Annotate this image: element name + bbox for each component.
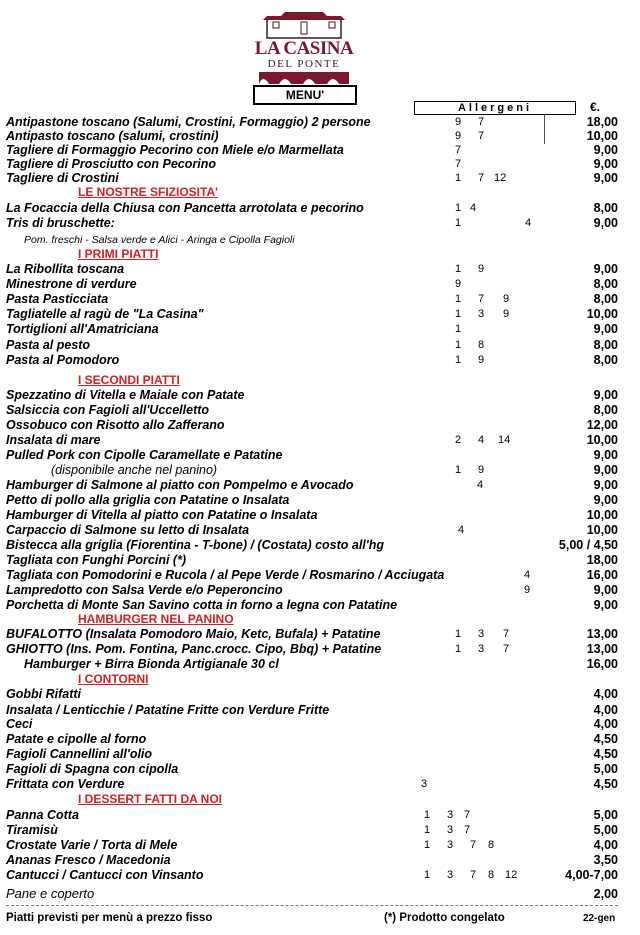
allergen-code: 9 [455, 130, 462, 142]
menu-item-name: Panna Cotta [6, 808, 79, 822]
allergen-code: 9 [478, 263, 485, 275]
menu-item-price: 10,00 [586, 129, 618, 143]
menu-item-price: 9,00 [593, 157, 618, 171]
allergen-code: 9 [478, 354, 485, 366]
allergen-code: 1 [455, 354, 462, 366]
menu-item-name: Pasta al Pomodoro [6, 353, 120, 367]
menu-item-price: 4,50 [593, 732, 618, 746]
menu-item-price: 4,00 [593, 838, 618, 852]
menu-item [6, 433, 618, 447]
menu-item-name: Pasta Pasticciata [6, 292, 109, 306]
restaurant-logo [251, 8, 357, 84]
allergen-code: 4 [525, 217, 532, 229]
menu-item-name: La Ribollita toscana [6, 262, 125, 276]
menu-item-name: Ossobuco con Risotto allo Zafferano [6, 418, 225, 432]
menu-item [6, 493, 618, 507]
menu-item-name: Bistecca alla griglia (Fiorentina - T-bone) / (Costata) costo all'hg [6, 538, 385, 552]
menu-item-price: 4,00 [593, 717, 618, 731]
menu-item-price: 9,00 [593, 463, 618, 477]
logo-subtitle: DEL PONTE [267, 58, 341, 70]
menu-item-price: 9,00 [593, 388, 618, 402]
menu-item-price: 5,00 [593, 808, 618, 822]
allergen-code: 7 [478, 293, 485, 305]
menu-item [6, 538, 618, 552]
menu-item-name: (disponibile anche nel panino) [51, 463, 218, 477]
section-heading: I PRIMI PIATTI [78, 247, 159, 261]
menu-item [6, 508, 618, 522]
allergen-code: 4 [478, 434, 485, 446]
menu-item-price: 8,00 [593, 292, 618, 306]
allergen-code: 7 [464, 809, 471, 821]
menu-item-name: Ananas Fresco / Macedonia [6, 853, 171, 867]
menu-item-price: 18,00 [586, 115, 618, 129]
cover-charge-label: Pane e coperto [6, 886, 95, 901]
allergen-code: 4 [524, 569, 531, 581]
section-heading: HAMBURGER NEL PANINO [78, 612, 234, 626]
section-heading: I DESSERT FATTI DA NOI [78, 792, 223, 806]
menu-item-price: 9,00 [593, 478, 618, 492]
allergen-code: 1 [455, 308, 462, 320]
menu-item-price: 8,00 [593, 403, 618, 417]
menu-item [6, 762, 618, 776]
allergen-code: 8 [478, 339, 485, 351]
menu-item-name: La Focaccia della Chiusa con Pancetta arrotolata e pecorino [6, 201, 364, 215]
menu-item-name: Tagliata con Pomodorini e Rucola / al Pepe Verde / Rosmarino / Acciugata [6, 568, 445, 582]
menu-item-price: 9,00 [593, 583, 618, 597]
menu-item-price: 9,00 [593, 262, 618, 276]
allergen-code: 7 [455, 158, 462, 170]
menu-item [6, 598, 618, 612]
menu-item [6, 216, 618, 230]
allergen-code: 4 [470, 202, 477, 214]
menu-item [6, 732, 618, 746]
menu-item-name: Fagioli Cannellini all'olio [6, 747, 153, 761]
menu-item [6, 853, 618, 867]
menu-item-name: Tagliere di Prosciutto con Pecorino [6, 157, 216, 171]
allergen-code: 9 [503, 293, 510, 305]
menu-item-name: Patate e cipolle al forno [6, 732, 147, 746]
allergen-code: 3 [447, 869, 454, 881]
menu-item-price: 8,00 [593, 201, 618, 215]
menu-item-price: 16,00 [586, 568, 618, 582]
menu-item-price: 4,00 [593, 687, 618, 701]
menu-item [6, 868, 618, 882]
menu-item-price: 9,00 [593, 216, 618, 230]
menu-item [6, 687, 618, 701]
menu-item-name: Salsiccia con Fagioli all'Uccelletto [6, 403, 210, 417]
allergen-code: 2 [455, 434, 462, 446]
allergen-code: 14 [498, 434, 511, 446]
allergen-code: 3 [447, 824, 454, 836]
menu-item-name: Fagioli di Spagna con cipolla [6, 762, 179, 776]
menu-item [6, 418, 618, 432]
logo-title: LA CASINA [254, 38, 354, 59]
menu-item-name: Antipastone toscano (Salumi, Crostini, Formaggio) 2 persone [6, 115, 371, 129]
menu-item-name: Porchetta di Monte San Savino cotta in forno a legna con Patatine [6, 598, 398, 612]
menu-item [6, 233, 618, 247]
allergen-code: 7 [470, 869, 477, 881]
allergen-code: 1 [455, 643, 462, 655]
menu-item [6, 703, 618, 717]
allergen-code: 7 [503, 643, 510, 655]
menu-item [6, 642, 618, 656]
menu-item [6, 157, 618, 171]
menu-item-name: Pulled Pork con Cipolle Caramellate e Patatine [6, 448, 283, 462]
menu-item-price: 8,00 [593, 353, 618, 367]
menu-item [6, 583, 618, 597]
cover-charge-row [6, 887, 618, 901]
menu-item [6, 448, 618, 462]
allergen-code: 7 [478, 130, 485, 142]
footer-frozen-note: (*) Prodotto congelato [384, 912, 505, 924]
menu-item-price: 4,50 [593, 747, 618, 761]
menu-item [6, 478, 618, 492]
allergen-code: 1 [455, 323, 462, 335]
section-heading: I SECONDI PIATTI [78, 373, 180, 387]
menu-item-price: 16,00 [586, 657, 618, 671]
menu-item-price: 9,00 [593, 448, 618, 462]
menu-item [6, 838, 618, 852]
menu-item-price: 4,00 [593, 703, 618, 717]
allergen-code: 1 [455, 172, 462, 184]
menu-item [6, 322, 618, 336]
menu-item-name: Minestrone di verdure [6, 277, 137, 291]
menu-item [6, 403, 618, 417]
menu-item-price: 4,50 [593, 777, 618, 791]
currency-header: €. [590, 100, 601, 114]
section-heading: I CONTORNI [78, 672, 149, 686]
menu-item-price: 9,00 [593, 493, 618, 507]
menu-item-name: Lampredotto con Salsa Verde e/o Peperoncino [6, 583, 283, 597]
menu-item-name: Tagliere di Formaggio Pecorino con Miele e/o Marmellata [6, 143, 344, 157]
menu-item [6, 523, 618, 537]
menu-item-name: Tortiglioni all'Amatriciana [6, 322, 159, 336]
menu-item [6, 553, 618, 567]
menu-item-name: Hamburger + Birra Bionda Artigianale 30 cl [24, 657, 279, 671]
menu-item-name: Pasta al pesto [6, 338, 91, 352]
menu-item-price: 10,00 [586, 523, 618, 537]
menu-item [6, 277, 618, 291]
menu-item [6, 747, 618, 761]
menu-item-price: 10,00 [586, 508, 618, 522]
allergen-code: 7 [478, 172, 485, 184]
allergen-code: 8 [488, 839, 495, 851]
menu-item-price: 5,00 [593, 762, 618, 776]
menu-item-price: 13,00 [586, 627, 618, 641]
menu-item-name: Cantucci / Cantucci con Vinsanto [6, 868, 204, 882]
allergen-code: 9 [478, 464, 485, 476]
allergen-code: 3 [478, 308, 485, 320]
menu-item [6, 292, 618, 306]
menu-item [6, 353, 618, 367]
menu-item [6, 777, 618, 791]
menu-item-price: 5,00 [593, 823, 618, 837]
menu-item [6, 657, 618, 671]
menu-item-name: GHIOTTO (Ins. Pom. Fontina, Panc.crocc. Cipo, Bbq) + Patatine [6, 642, 382, 656]
menu-item-price: 9,00 [593, 598, 618, 612]
allergens-header: Allergeni [414, 101, 576, 115]
allergen-code: 1 [455, 263, 462, 275]
allergen-code: 1 [424, 839, 431, 851]
allergen-code: 9 [455, 116, 462, 128]
allergen-code: 9 [503, 308, 510, 320]
allergen-code: 7 [503, 628, 510, 640]
menu-item [6, 568, 618, 582]
menu-item [6, 171, 618, 185]
menu-item-price: 4,00-7,00 [565, 868, 618, 882]
menu-item-price: 13,00 [586, 642, 618, 656]
allergen-code: 1 [424, 824, 431, 836]
menu-item-name: Spezzatino di Vitella e Maiale con Patate [6, 388, 245, 402]
menu-item-name: Petto di pollo alla griglia con Patatine o Insalata [6, 493, 290, 507]
allergen-code: 3 [478, 628, 485, 640]
menu-item-name: Insalata di mare [6, 433, 101, 447]
allergen-code: 12 [494, 172, 507, 184]
allergen-code: 9 [524, 584, 531, 596]
allergen-code: 4 [458, 524, 465, 536]
allergen-code: 3 [447, 839, 454, 851]
allergen-code: 1 [455, 339, 462, 351]
menu-item [6, 388, 618, 402]
allergen-code: 3 [478, 643, 485, 655]
footer-divider [6, 905, 618, 906]
footer-fixed-price-note: Piatti previsti per menù a prezzo fisso [6, 912, 213, 924]
allergen-code: 7 [464, 824, 471, 836]
menu-item [6, 463, 618, 477]
menu-item-name: Hamburger di Vitella al piatto con Patatine o Insalata [6, 508, 318, 522]
menu-item-name: Gobbi Rifatti [6, 687, 81, 701]
menu-item-price: 3,50 [593, 853, 618, 867]
cover-charge-price: 2,00 [593, 887, 618, 901]
menu-item [6, 338, 618, 352]
menu-item-name: Tagliata con Funghi Porcini (*) [6, 553, 187, 567]
menu-item-price: 5,00 / 4,50 [558, 538, 618, 552]
menu-item [6, 823, 618, 837]
menu-item-price: 10,00 [586, 433, 618, 447]
allergen-code: 4 [477, 479, 484, 491]
menu-item-price: 9,00 [593, 171, 618, 185]
footer-date: 22-gen [583, 913, 616, 924]
menu-item [6, 129, 618, 143]
allergen-code: 1 [455, 202, 462, 214]
menu-item-name: Pom. freschi - Salsa verde e Alici - Aringa e Cipolla Fagioli [24, 234, 295, 246]
menu-item-name: Carpaccio di Salmone su letto di Insalata [6, 523, 250, 537]
menu-item [6, 143, 618, 157]
allergen-code: 1 [455, 217, 462, 229]
allergen-code: 7 [478, 116, 485, 128]
menu-item-name: Frittata con Verdure [6, 777, 125, 791]
menu-item-name: Ceci [6, 717, 33, 731]
menu-item-name: BUFALOTTO (Insalata Pomodoro Maio, Ketc, Bufala) + Patatine [6, 627, 381, 641]
menu-item-price: 18,00 [586, 553, 618, 567]
allergen-code: 7 [470, 839, 477, 851]
menu-item [6, 201, 618, 215]
menu-item [6, 627, 618, 641]
menu-item [6, 262, 618, 276]
allergen-code: 1 [455, 628, 462, 640]
allergen-code: 7 [455, 144, 462, 156]
allergen-code: 12 [505, 869, 518, 881]
menu-item-name: Tris di bruschette: [6, 216, 115, 230]
menu-title: MENU' [253, 85, 357, 105]
allergen-code: 8 [488, 869, 495, 881]
menu-item [6, 115, 618, 129]
menu-item [6, 808, 618, 822]
menu-item-name: Antipasto toscano (salumi, crostini) [6, 129, 219, 143]
menu-item-price: 10,00 [586, 307, 618, 321]
menu-item-name: Hamburger di Salmone al piatto con Pompelmo e Avocado [6, 478, 354, 492]
menu-item-price: 8,00 [593, 338, 618, 352]
allergen-code: 9 [455, 278, 462, 290]
menu-item-price: 9,00 [593, 322, 618, 336]
menu-item-name: Tiramisù [6, 823, 58, 837]
allergen-code: 1 [455, 293, 462, 305]
menu-item-name: Crostate Varie / Torta di Mele [6, 838, 178, 852]
section-heading: LE NOSTRE SFIZIOSITA' [78, 185, 218, 199]
menu-item [6, 307, 618, 321]
allergen-code: 3 [447, 809, 454, 821]
menu-item-name: Insalata / Lenticchie / Patatine Fritte con Verdure Fritte [6, 703, 330, 717]
allergen-code: 1 [424, 869, 431, 881]
menu-item-name: Tagliatelle al ragù de "La Casina" [6, 307, 204, 321]
menu-item-price: 12,00 [586, 418, 618, 432]
allergen-code: 3 [421, 778, 428, 790]
allergen-code: 1 [424, 809, 431, 821]
menu-item [6, 717, 618, 731]
menu-item-price: 9,00 [593, 143, 618, 157]
allergen-code: 1 [455, 464, 462, 476]
menu-item-name: Tagliere di Crostini [6, 171, 119, 185]
menu-item-price: 8,00 [593, 277, 618, 291]
